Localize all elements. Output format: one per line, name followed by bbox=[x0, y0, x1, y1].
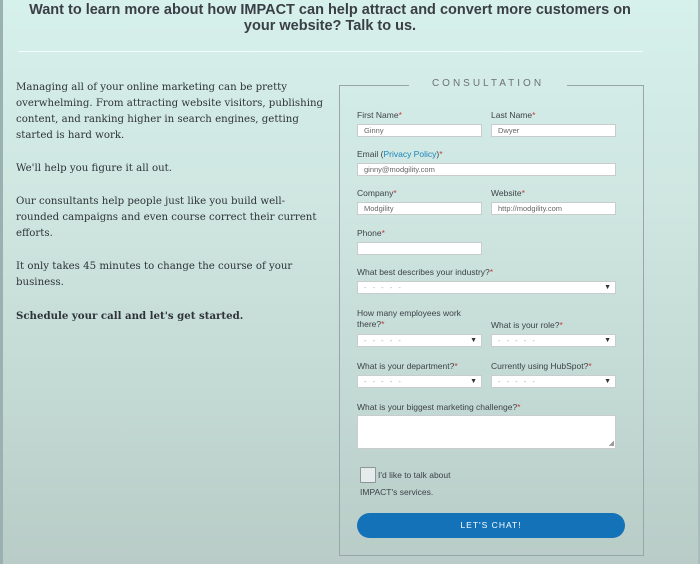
chevron-down-icon: ▼ bbox=[604, 337, 611, 344]
intro-paragraph: We'll help you figure it all out. bbox=[16, 163, 172, 174]
phone-input[interactable] bbox=[357, 242, 482, 255]
form-legend: CONSULTATION bbox=[431, 78, 545, 89]
role-label: What is your role?* bbox=[491, 320, 563, 330]
website-label: Website* bbox=[491, 188, 525, 198]
form-box-border bbox=[339, 85, 409, 86]
department-select[interactable]: - - - - - ▼ bbox=[357, 375, 482, 388]
intro-paragraph: Our consultants help people just like you build well-rounded campaigns and even course correct their current efforts. bbox=[16, 196, 317, 239]
lets-chat-button[interactable]: LET'S CHAT! bbox=[357, 513, 625, 538]
hubspot-select[interactable]: - - - - - ▼ bbox=[491, 375, 616, 388]
industry-select[interactable]: - - - - - ▼ bbox=[357, 281, 616, 294]
first-name-label: First Name* bbox=[357, 110, 402, 120]
email-label: Email (Privacy Policy)* bbox=[357, 149, 443, 159]
first-name-input[interactable]: Ginny bbox=[357, 124, 482, 137]
email-input[interactable]: ginny@modgility.com bbox=[357, 163, 616, 176]
company-label: Company* bbox=[357, 188, 397, 198]
chevron-down-icon: ▼ bbox=[470, 337, 477, 344]
last-name-label: Last Name* bbox=[491, 110, 536, 120]
intro-paragraph: It only takes 45 minutes to change the course of your business. bbox=[16, 261, 293, 288]
challenge-label: What is your biggest marketing challenge?* bbox=[357, 402, 521, 412]
company-input[interactable]: Modgility bbox=[357, 202, 482, 215]
intro-paragraph: Managing all of your online marketing can be pretty overwhelming. From attracting website visitors, publishing content, and ranking higher in search engines, getting started is hard work. bbox=[16, 82, 324, 141]
chevron-down-icon: ▼ bbox=[470, 378, 477, 385]
section-divider bbox=[18, 51, 643, 52]
resize-handle-icon[interactable]: ◢ bbox=[608, 440, 614, 447]
employees-label: How many employees work there?* bbox=[357, 308, 461, 329]
services-checkbox[interactable] bbox=[360, 467, 376, 483]
privacy-policy-link[interactable]: Privacy Policy bbox=[383, 149, 437, 159]
role-select[interactable]: - - - - - ▼ bbox=[491, 334, 616, 347]
last-name-input[interactable]: Dwyer bbox=[491, 124, 616, 137]
department-label: What is your department?* bbox=[357, 361, 458, 371]
checkbox-label: IMPACT's services. bbox=[360, 487, 434, 497]
website-input[interactable]: http://modgility.com bbox=[491, 202, 616, 215]
checkbox-label: I'd like to talk about bbox=[378, 470, 451, 480]
phone-label: Phone* bbox=[357, 228, 385, 238]
form-box-border bbox=[567, 85, 644, 86]
industry-label: What best describes your industry?* bbox=[357, 267, 494, 277]
chevron-down-icon: ▼ bbox=[604, 284, 611, 291]
page-headline: Want to learn more about how IMPACT can help attract and convert more customers on your website? Talk to us. bbox=[29, 2, 631, 34]
intro-cta: Schedule your call and let's get started. bbox=[16, 310, 244, 322]
window-border-left bbox=[0, 0, 3, 564]
employees-select[interactable]: - - - - - ▼ bbox=[357, 334, 482, 347]
hubspot-label: Currently using HubSpot?* bbox=[491, 361, 592, 371]
chevron-down-icon: ▼ bbox=[604, 378, 611, 385]
challenge-textarea[interactable] bbox=[357, 415, 616, 449]
intro-text bbox=[16, 80, 326, 341]
